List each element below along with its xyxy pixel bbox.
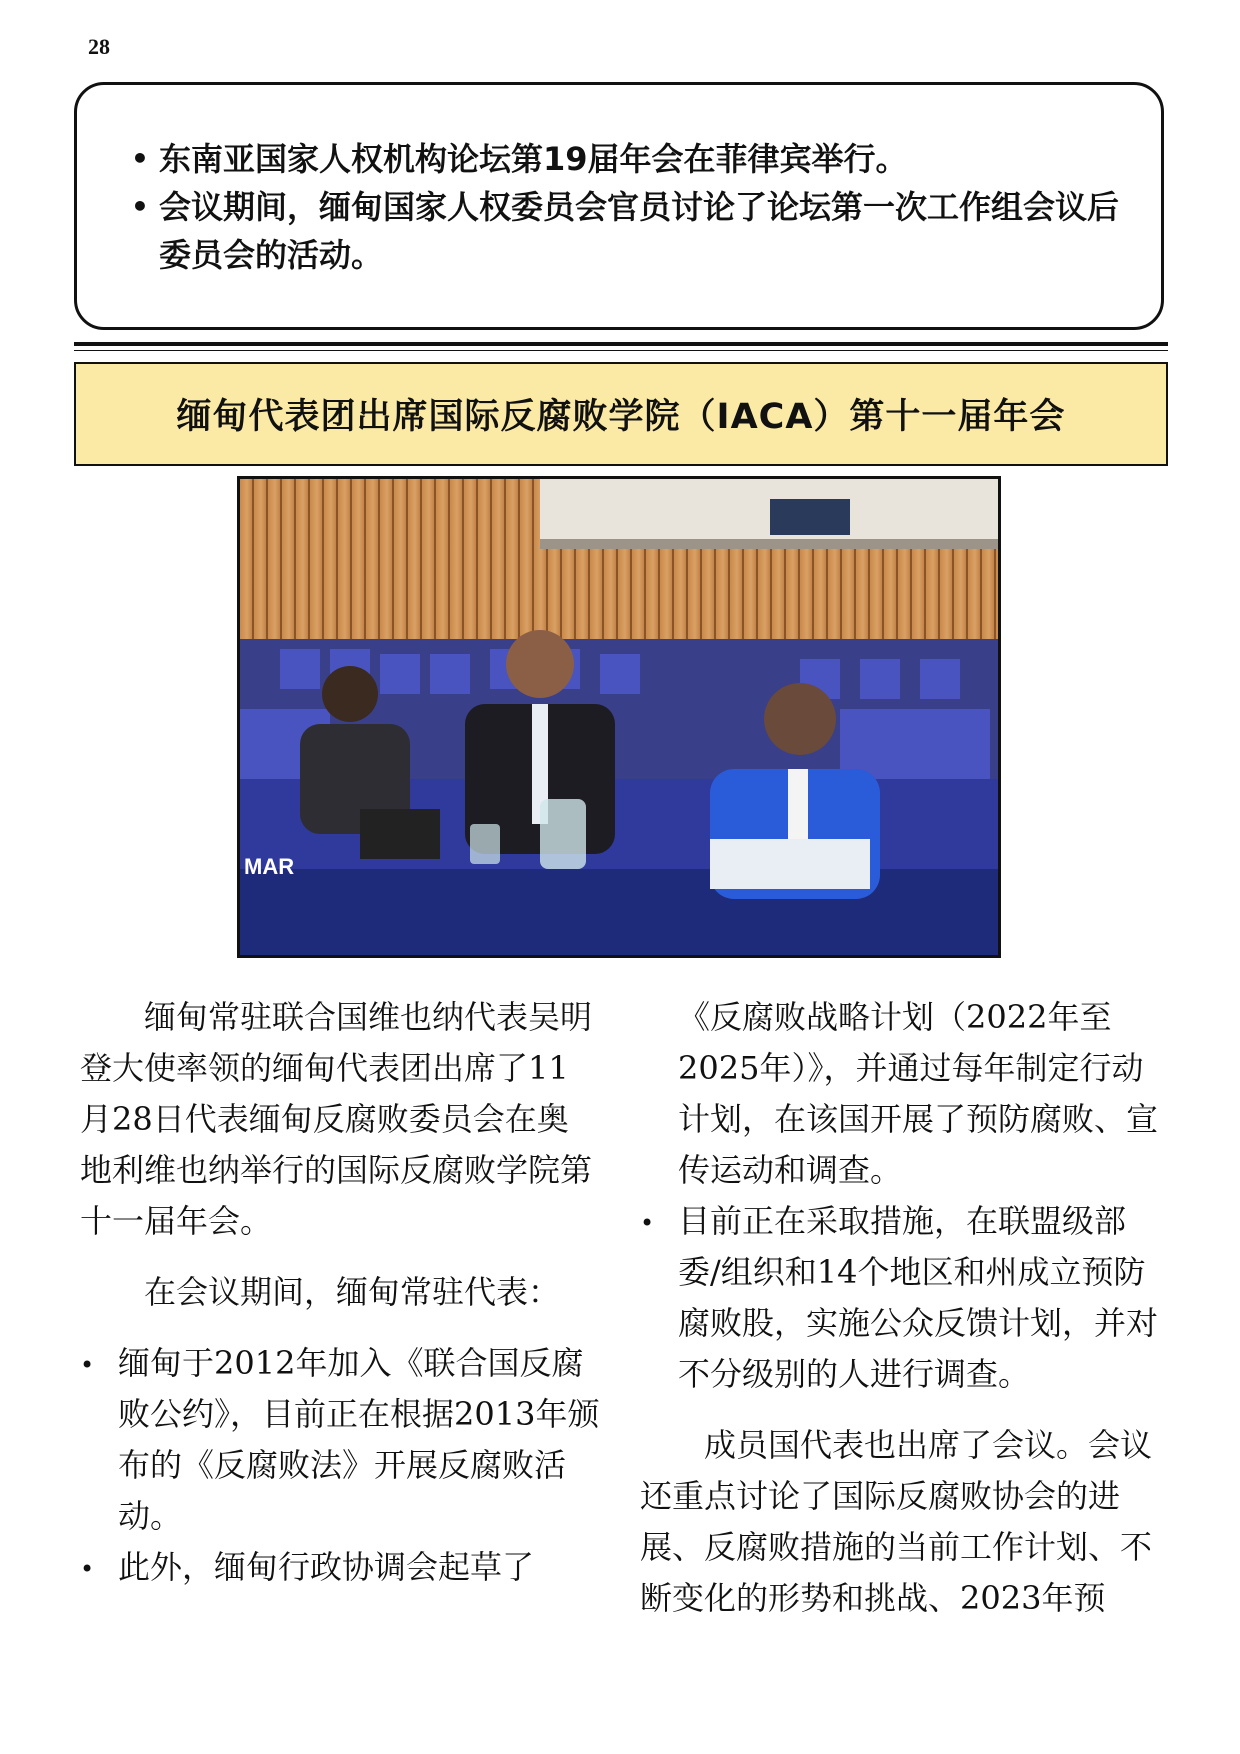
list-item-text: 此外，缅甸行政协调会起草了 (118, 1548, 535, 1586)
bullet-icon: • (131, 142, 149, 175)
list-item (640, 1196, 1160, 1400)
list-item-text: 缅甸于2012年加入《联合国反腐败公约》，目前正在根据2013年颁布的《反腐败法》开展反腐败活动。 (118, 1344, 600, 1535)
left-column (80, 992, 600, 1593)
list-item-text: 目前正在采取措施，在联盟级部委/组织和14个地区和州成立预防腐败股，实施公众反馈计划，并对不分级别的人进行调查。 (678, 1202, 1159, 1393)
bullet-icon: • (131, 190, 149, 223)
article-title: 缅甸代表团出席国际反腐败学院（IACA）第十一届年会 (176, 397, 1066, 437)
bullet-icon: • (80, 1555, 95, 1583)
summary-box (74, 82, 1164, 330)
country-placard-text: MAR (244, 854, 295, 879)
summary-item-text: 会议期间，缅甸国家人权委员会官员讨论了论坛第一次工作组会议后委员会的活动。 (159, 188, 1120, 274)
summary-item (131, 183, 1121, 279)
continued-bullet-text: 《反腐败战略计划（2022年至2025年）》，并通过每年制定行动计划，在该国开展了预防腐败、宣传运动和调查。 (678, 998, 1159, 1189)
representative-intro: 在会议期间，缅甸常驻代表： (144, 1273, 561, 1311)
page-number: 28 (88, 34, 110, 59)
summary-item (131, 135, 1121, 183)
bullet-icon: • (80, 1351, 95, 1379)
list-item (80, 1338, 600, 1542)
article-title-banner (74, 362, 1168, 466)
left-bullet-list (80, 1338, 600, 1593)
summary-item-text: 东南亚国家人权机构论坛第19届年会在菲律宾举行。 (159, 140, 908, 178)
summary-list (77, 85, 1161, 279)
right-bullet-list (640, 1196, 1160, 1400)
intro-paragraph: 缅甸常驻联合国维也纳代表吴明登大使率领的缅甸代表团出席了11月28日代表缅甸反腐败委员会在奥地利维也纳举行的国际反腐败学院第十一届年会。 (80, 998, 593, 1240)
bullet-icon: • (640, 1209, 655, 1237)
section-divider-thin (74, 350, 1168, 351)
closing-paragraph: 成员国代表也出席了会议。会议还重点讨论了国际反腐败协会的进展、反腐败措施的当前工作计划、不断变化的形势和挑战、2023年预 (640, 1426, 1153, 1617)
meeting-photo-image (240, 479, 998, 955)
section-divider (74, 342, 1168, 346)
meeting-photo (237, 476, 1001, 958)
right-column (640, 992, 1160, 1624)
list-item (80, 1542, 600, 1593)
